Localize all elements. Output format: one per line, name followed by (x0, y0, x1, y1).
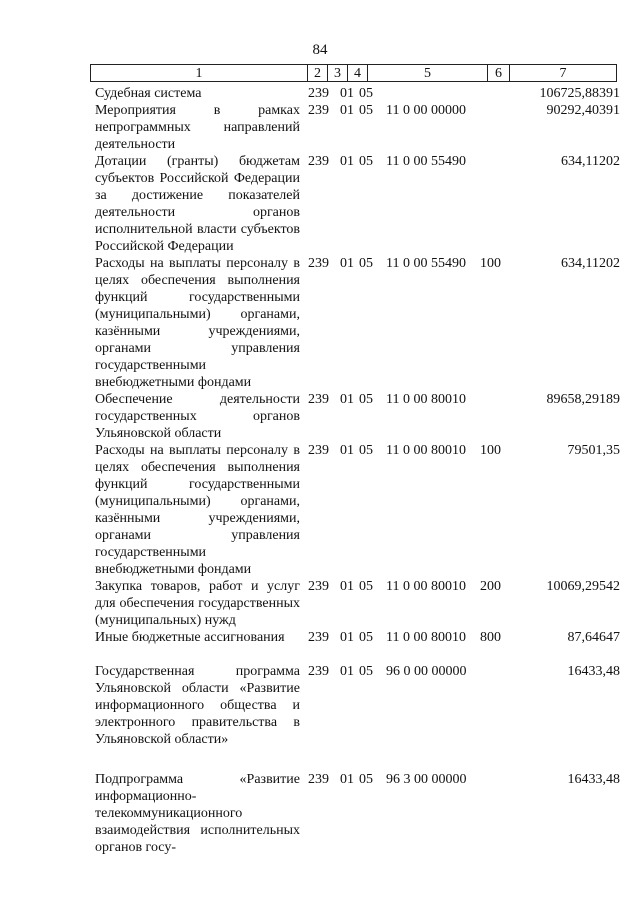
header-col-3: 3 (328, 65, 348, 81)
table-row (0, 153, 640, 255)
row-name: Иные бюджетные ассигнования (95, 630, 285, 645)
row-gr: 239 (308, 256, 329, 271)
row-gr: 239 (308, 392, 329, 407)
row-pr: 05 (359, 256, 373, 271)
row-csr: 11 0 00 80010 (386, 579, 466, 594)
row-vr: 800 (480, 630, 501, 645)
row-csr: 11 0 00 00000 (386, 103, 466, 118)
row-gr: 239 (308, 630, 329, 645)
row-rz: 01 (340, 256, 354, 271)
table-row (0, 102, 640, 153)
row-name: Судебная система (95, 86, 202, 101)
row-sum: 10069,29542 (546, 579, 620, 594)
row-rz: 01 (340, 154, 354, 169)
table-row (0, 85, 640, 102)
row-rz: 01 (340, 392, 354, 407)
row-gr: 239 (308, 103, 329, 118)
row-csr: 11 0 00 80010 (386, 443, 466, 458)
header-col-1: 1 (91, 65, 308, 81)
row-pr: 05 (359, 154, 373, 169)
header-col-6: 6 (488, 65, 510, 81)
row-name: Расходы на выплаты персоналу в целях обеспечения выполнения функций государственными (муниципальными) органами, казёнными учреждениями, органами управления государственными внебюджетными фондами (95, 256, 300, 390)
row-gr: 239 (308, 579, 329, 594)
row-csr: 11 0 00 55490 (386, 154, 466, 169)
row-sum: 79501,35 (567, 443, 620, 458)
row-pr: 05 (359, 86, 373, 101)
table-row (0, 255, 640, 391)
row-vr: 100 (480, 443, 501, 458)
row-pr: 05 (359, 772, 373, 787)
header-col-2: 2 (308, 65, 328, 81)
row-name: Расходы на выплаты персоналу в целях обеспечения выполнения функций государственными (муниципальными) органами, казёнными учреждениями, органами управления государственными внебюджетными фондами (95, 443, 300, 577)
table-row (0, 663, 640, 771)
table-row (0, 629, 640, 663)
row-gr: 239 (308, 443, 329, 458)
row-name: Подпрограмма «Развитие информационно-телекоммуникационного взаимодействия исполнительных органов госу- (95, 772, 300, 855)
row-pr: 05 (359, 579, 373, 594)
row-sum: 106725,88391 (539, 86, 620, 101)
row-rz: 01 (340, 772, 354, 787)
row-rz: 01 (340, 103, 354, 118)
row-name: Дотации (гранты) бюджетам субъектов Российской Федерации за достижение показателей деятельности органов исполнительной власти субъектов Российской Федерации (95, 154, 300, 254)
row-name: Закупка товаров, работ и услуг для обеспечения государственных (муниципальных) нужд (95, 579, 300, 628)
header-col-5: 5 (368, 65, 488, 81)
row-name: Государственная программа Ульяновской области «Развитие информационного общества и электронного правительства в Ульяновской области» (95, 664, 300, 747)
row-csr: 11 0 00 80010 (386, 630, 466, 645)
row-csr: 11 0 00 55490 (386, 256, 466, 271)
header-col-7: 7 (559, 66, 567, 81)
row-rz: 01 (340, 664, 354, 679)
row-rz: 01 (340, 630, 354, 645)
row-sum: 16433,48 (567, 664, 620, 679)
table-row (0, 578, 640, 629)
row-csr: 96 0 00 00000 (386, 664, 467, 679)
row-gr: 239 (308, 86, 329, 101)
row-gr: 239 (308, 664, 329, 679)
row-pr: 05 (359, 103, 373, 118)
row-rz: 01 (340, 579, 354, 594)
row-name: Обеспечение деятельности государственных органов Ульяновской области (95, 392, 300, 441)
row-vr: 200 (480, 579, 501, 594)
row-gr: 239 (308, 154, 329, 169)
row-pr: 05 (359, 630, 373, 645)
row-pr: 05 (359, 443, 373, 458)
row-pr: 05 (359, 392, 373, 407)
header-col-4: 4 (348, 65, 368, 81)
row-name: Мероприятия в рамках непрограммных направлений деятельности (95, 103, 300, 152)
row-csr: 96 3 00 00000 (386, 772, 467, 787)
row-csr: 11 0 00 80010 (386, 392, 466, 407)
row-pr: 05 (359, 664, 373, 679)
row-sum: 90292,40391 (546, 103, 620, 118)
row-sum: 634,11202 (561, 256, 620, 271)
table-row (0, 391, 640, 442)
page-number: 84 (312, 42, 328, 58)
row-rz: 01 (340, 443, 354, 458)
table-row (0, 442, 640, 578)
row-rz: 01 (340, 86, 354, 101)
table-row (0, 771, 640, 855)
table-header (90, 64, 617, 82)
row-sum: 89658,29189 (546, 392, 620, 407)
row-sum: 634,11202 (561, 154, 620, 169)
row-sum: 16433,48 (567, 772, 620, 787)
row-sum: 87,64647 (567, 630, 620, 645)
table-body (0, 85, 640, 855)
row-gr: 239 (308, 772, 329, 787)
row-vr: 100 (480, 256, 501, 271)
